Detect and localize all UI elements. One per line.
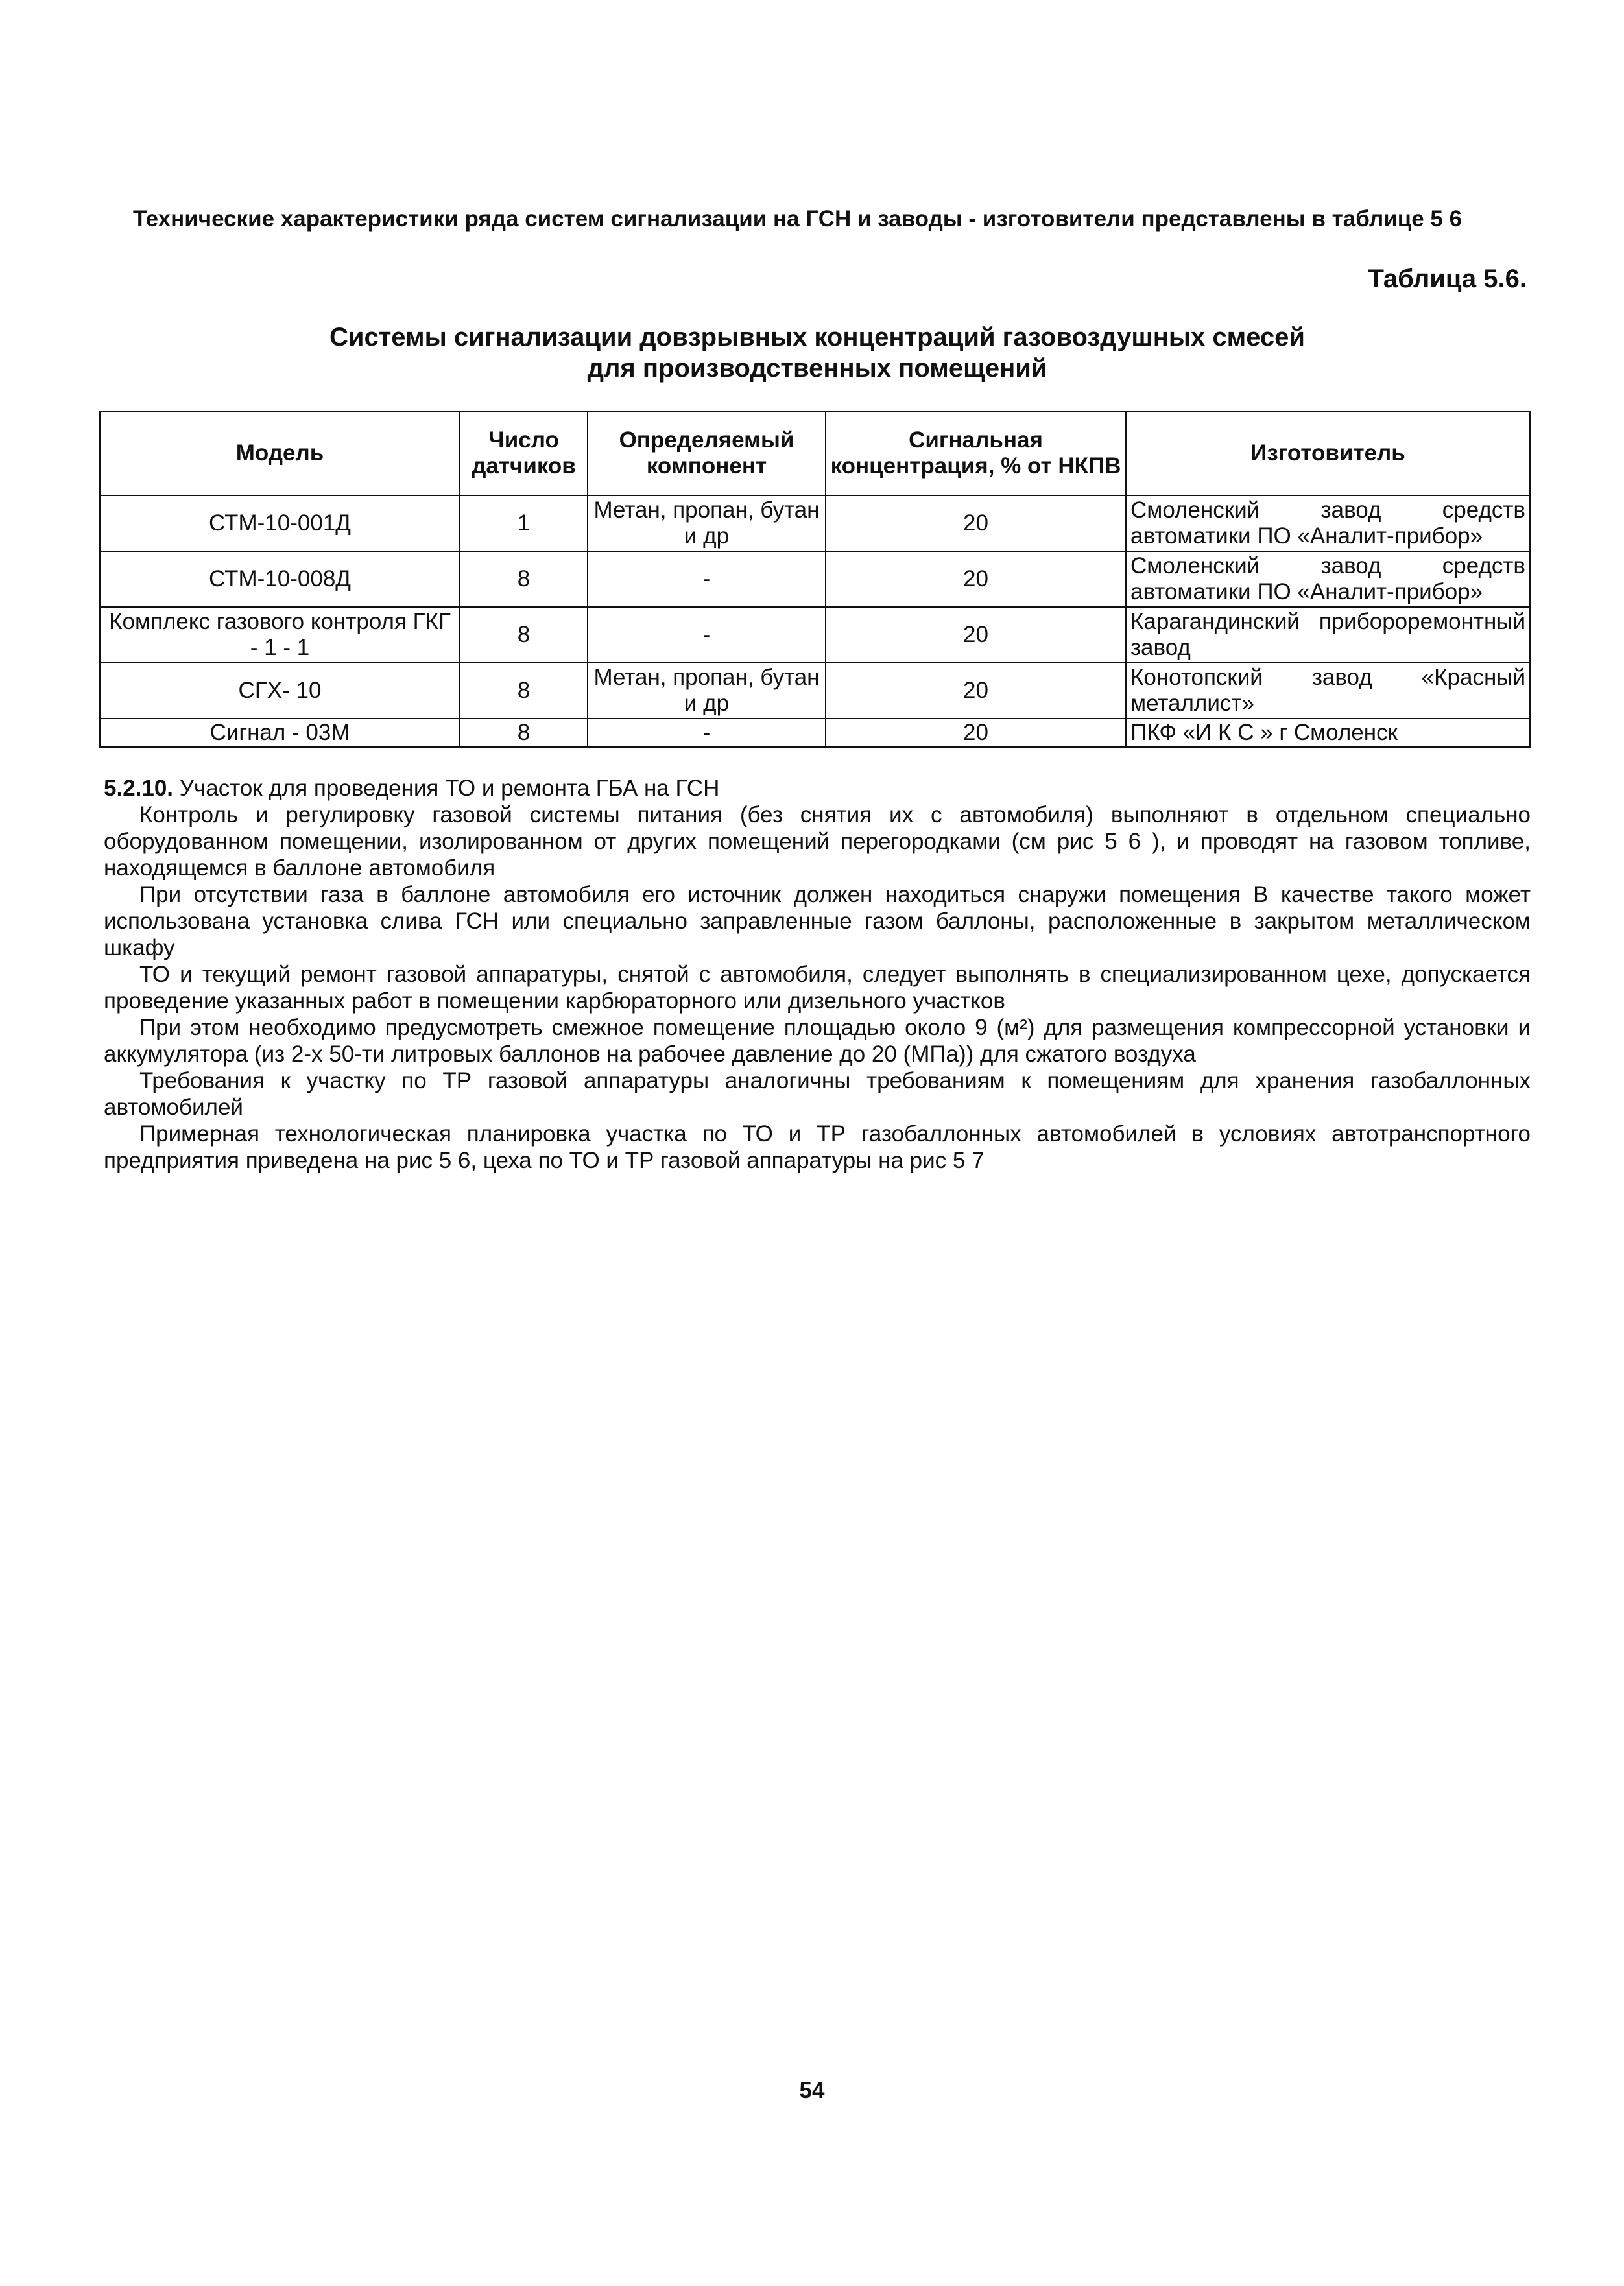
cell-concentration: 20 bbox=[826, 663, 1126, 719]
cell-component: Метан, пропан, бутан и др bbox=[588, 663, 826, 719]
cell-component: Метан, пропан, бутан и др bbox=[588, 495, 826, 551]
paragraph: Требования к участку по ТР газовой аппаратуры аналогичны требованиям к помещениям для хранения газобаллонных автомобилей bbox=[104, 1068, 1531, 1120]
paragraph: При отсутствии газа в баллоне автомобиля его источник должен находиться снаружи помещения В качестве такого может использована установка слива ГСН или специально заправленные газом баллоны, расположенные в закрытом металлическом шкафу bbox=[104, 882, 1531, 960]
table-title bbox=[104, 322, 1531, 384]
paragraph: ТО и текущий ремонт газовой аппаратуры, снятой с автомобиля, следует выполнять в специализированном цехе, допускается проведение указанных работ в помещении карбюраторного или дизельного участков bbox=[104, 962, 1531, 1014]
cell-sensors: 8 bbox=[460, 719, 588, 747]
cell-model: Сигнал - 03М bbox=[100, 719, 460, 747]
cell-maker: Карагандинский прибороремонтный завод bbox=[1126, 607, 1530, 663]
cell-maker: Смоленский завод средств автоматики ПО «Аналит-прибор» bbox=[1126, 551, 1530, 607]
header-concentration: Сигнальная концентрация, % от НКПВ bbox=[826, 411, 1126, 495]
cell-concentration: 20 bbox=[826, 719, 1126, 747]
cell-maker: Конотопский завод «Красный металлист» bbox=[1126, 663, 1530, 719]
cell-model: Комплекс газового контроля ГКГ - 1 - 1 bbox=[100, 607, 460, 663]
table-row bbox=[100, 663, 1530, 719]
header-maker: Изготовитель bbox=[1126, 411, 1530, 495]
cell-maker: ПКФ «И К С » г Смоленск bbox=[1126, 719, 1530, 747]
header-model: Модель bbox=[100, 411, 460, 495]
paragraph: Контроль и регулировку газовой системы питания (без снятия их с автомобиля) выполняют в отдельном специально оборудованном помещении, изолированном от других помещений перегородками (см рис 5 6 ), и проводят на газовом топливе, находящемся в баллоне автомобиля bbox=[104, 802, 1531, 881]
cell-component: - bbox=[588, 719, 826, 747]
alarm-systems-table bbox=[99, 411, 1531, 748]
cell-sensors: 1 bbox=[460, 495, 588, 551]
table-title-line-1: Системы сигнализации довзрывных концентраций газовоздушных смесей bbox=[329, 323, 1306, 351]
table-row bbox=[100, 551, 1530, 607]
cell-model: СТМ-10-001Д bbox=[100, 495, 460, 551]
table-title-line-2: для производственных помещений bbox=[587, 354, 1047, 383]
table-label: Таблица 5.6. bbox=[1368, 265, 1527, 293]
cell-model: СГХ- 10 bbox=[100, 663, 460, 719]
cell-sensors: 8 bbox=[460, 551, 588, 607]
header-component: Определяемый компонент bbox=[588, 411, 826, 495]
table-header-row bbox=[100, 411, 1530, 495]
cell-component: - bbox=[588, 607, 826, 663]
intro-text: Технические характеристики ряда систем сигнализации на ГСН и заводы - изготовители представлены в таблице 5 6 bbox=[133, 206, 1463, 232]
paragraph: При этом необходимо предусмотреть смежное помещение площадью около 9 (м²) для размещения компрессорной установки и аккумулятора (из 2-х 50-ти литровых баллонов на рабочее давление до 20 (МПа)) для сжатого воздуха bbox=[104, 1015, 1531, 1067]
table-row bbox=[100, 495, 1530, 551]
section-body bbox=[104, 775, 1531, 1174]
cell-sensors: 8 bbox=[460, 663, 588, 719]
cell-concentration: 20 bbox=[826, 551, 1126, 607]
section-number: 5.2.10. bbox=[104, 776, 174, 801]
cell-model: СТМ-10-008Д bbox=[100, 551, 460, 607]
section-title: Участок для проведения ТО и ремонта ГБА на ГСН bbox=[179, 776, 720, 801]
cell-concentration: 20 bbox=[826, 607, 1126, 663]
page-number: 54 bbox=[799, 2078, 825, 2103]
cell-component: - bbox=[588, 551, 826, 607]
section-heading bbox=[104, 775, 1531, 802]
cell-maker: Смоленский завод средств автоматики ПО «Аналит-прибор» bbox=[1126, 495, 1530, 551]
table-row bbox=[100, 719, 1530, 747]
paragraph: Примерная технологическая планировка участка по ТО и ТР газобаллонных автомобилей в условиях автотранспортного предприятия приведена на рис 5 6, цеха по ТО и ТР газовой аппаратуры на рис 5 7 bbox=[104, 1121, 1531, 1173]
cell-sensors: 8 bbox=[460, 607, 588, 663]
cell-concentration: 20 bbox=[826, 495, 1126, 551]
table-row bbox=[100, 607, 1530, 663]
header-sensors: Число датчиков bbox=[460, 411, 588, 495]
